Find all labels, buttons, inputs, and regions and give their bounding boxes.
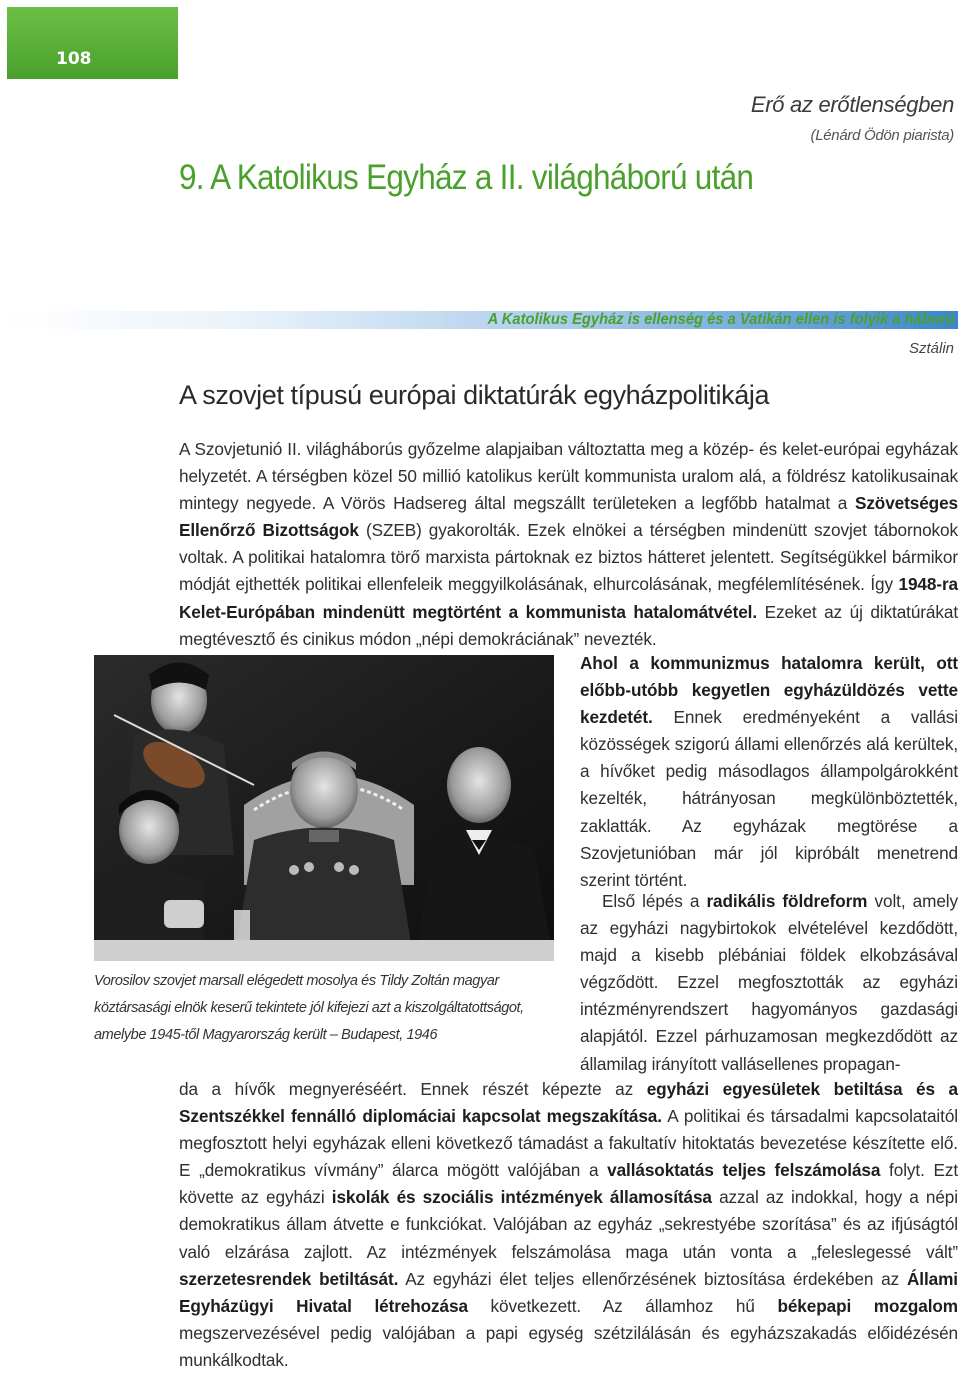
text-run: folyt. Ezt követte az egyházi [179, 1160, 958, 1208]
text-run: azzal az indokkal, hogy a népi demokratikus állam átvette e funkciókat. Valójában az egyház „sekrestyébe szorítása” és az ifjúságtól való elzárása zajlott. Az intézmények felszámolása maga után vonta a „feleslegessé vált” [179, 1187, 958, 1262]
text-run: A politikai és társadalmi kapcsolataitól megfosztott helyi egyházak elleni következő támadást a fakultatív hitoktatás bevezetése készítette elő. E „demokratikus vívmány” álarca mögött valójában a [179, 1106, 958, 1181]
body-paragraph-3 [580, 888, 958, 1078]
motto-author: (Lénárd Ödön piarista) [810, 127, 954, 144]
bold-term: Szövetséges Ellenőrző Bizottságok [179, 493, 958, 541]
text-run: Első lépés a [602, 891, 707, 911]
text-run: Ezeket az új diktatúrákat megtévesztő és cinikus módon „népi demokráciának” nevezték. [179, 601, 958, 649]
bold-term: békepapi mozgalom [777, 1295, 958, 1316]
bold-term: Ahol a kommunizmus hatalomra került, ott előbb-utóbb kegyetlen egyházüldözés vette kezdetét. [580, 653, 958, 728]
bold-term: 1948-ra Kelet-Európában mindenütt megtörtént a kommunista hatalomátvétel. [179, 574, 958, 622]
page-number: 108 [56, 49, 92, 69]
bold-term: vallásoktatás teljes felszámolása [607, 1160, 881, 1181]
text-run: következett. Az államhoz hű [467, 1295, 778, 1316]
text-run: (SZEB) gyakorolták. Ezek elnökei a térségben mindenütt szovjet tábornokok voltak. A politikai hatalomra törő marxista pártoknak ez biztos hátteret jelentett. Segítségükkel bármikor módját ejthették politikai ellenfeleik meggyilkolásának, elhurcolásának, megfélemlítésének. Így [179, 520, 958, 595]
page-number-box [7, 7, 178, 79]
section-heading: A szovjet típusú európai diktatúrák egyházpolitikája [179, 380, 770, 410]
text-run: Ennek eredményeként a vallási közösségek szigorú állami ellenőrzés alá kerültek, a hívőket pedig másodlagos állampolgárokként kezelték, hátrányosan megkülönböztették, zaklatták. Az egyházak megtörése a Szovjetunióban már jól kipróbált menetrend szerint történt. [580, 707, 958, 890]
bold-term: radikális földreform [706, 891, 868, 911]
photo-caption: Vorosilov szovjet marsall elégedett mosolya és Tildy Zoltán magyar köztársasági elnök keserű tekintete jól kifejezi azt a kiszolgáltatottságot, amelybe 1945-től Magyarország került – Budapest, 1946 [94, 973, 524, 1043]
bold-term: egyházi egyesületek betiltása és a Szentszékkel fennálló diplomáciai kapcsolat megszakítása. [179, 1079, 959, 1127]
text-run: da a hívők megnyeréséért. Ennek részét képezte az [179, 1079, 647, 1099]
text-run: volt, amely az egyházi nagybirtokok elvételével kezdődött, majd a kisebb plébániai földek elkobzásával végződött. Ezzel megfosztották az egyházi intézményrendszert hagyományos gazdasági alapjától. Ezzel párhuzamosan megkezdődött az államilag irányított vallásellenes propagan- [580, 891, 958, 1074]
body-paragraph-2 [580, 650, 958, 894]
bold-term: Állami Egyházügyi Hivatal létrehozása [179, 1268, 958, 1316]
bold-term: iskolák és szociális intézmények államosítása [331, 1187, 712, 1208]
text-run: Az egyházi élet teljes ellenőrzésének biztosítása érdekében az [398, 1268, 907, 1289]
motto-quote: Erő az erőtlenségben [750, 92, 954, 117]
text-run: A Szovjetunió II. világháborús győzelme alapjaiban változtatta meg a közép- és kelet-európai egyházak helyzetét. A térségben közel 50 millió katolikus került kommunista uralom alá, a földrész katolikusainak mintegy negyede. A Vörös Hadsereg által megszállt területeken a legfőbb hatalmat a [179, 439, 958, 514]
text-run: megszervezésével pedig valójában a papi egység szétzilálásán és egyházszakadás előidézésén munkálkodtak. [179, 1322, 958, 1370]
chapter-title: 9. A Katolikus Egyház a II. világháború után [179, 158, 754, 197]
epigraph-author: Sztálin [908, 340, 954, 357]
body-paragraph-1 [179, 436, 958, 653]
body-paragraph-4 [179, 1076, 958, 1374]
epigraph-quote: A Katolikus Egyház is ellenség és a Vatikán ellen is folyik a háború [487, 311, 954, 328]
photo-image [94, 655, 554, 961]
bold-term: szerzetesrendek betiltását. [179, 1268, 399, 1289]
historical-photo [94, 655, 554, 961]
